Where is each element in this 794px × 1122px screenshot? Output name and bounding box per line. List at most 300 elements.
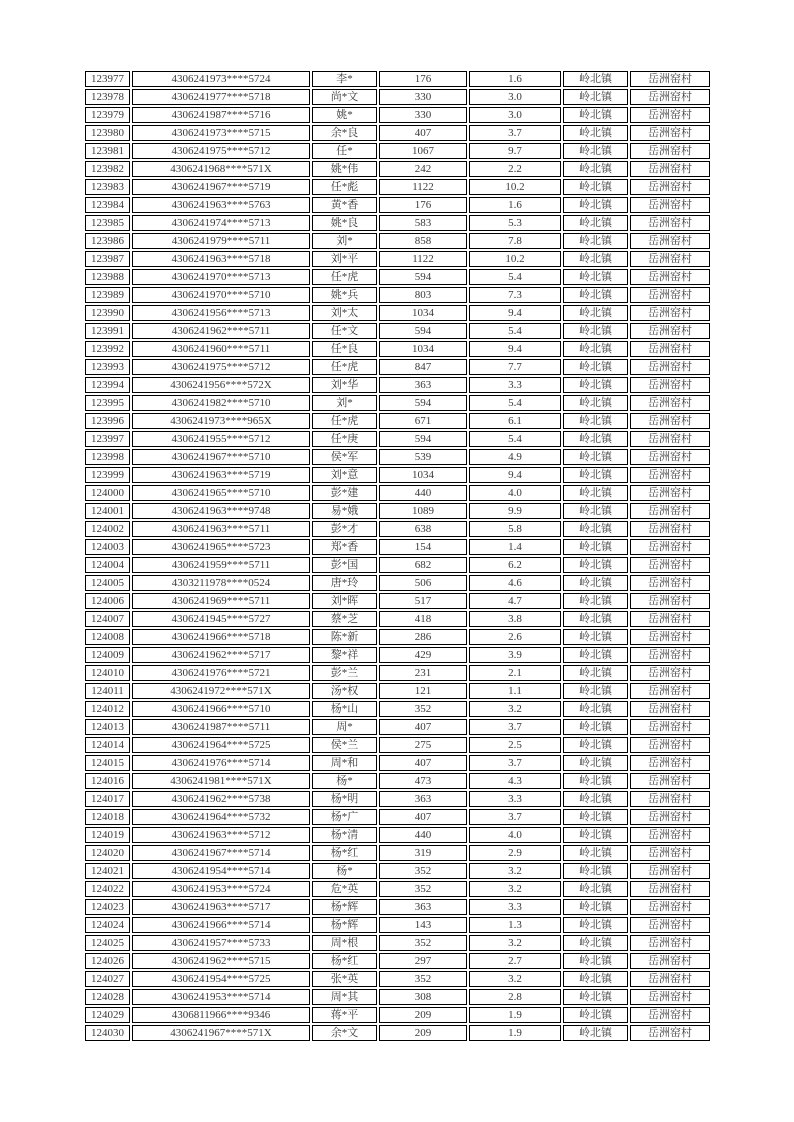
cell-amount: 418 — [379, 611, 467, 627]
cell-rate: 2.8 — [469, 989, 561, 1005]
cell-id-number: 4306241963****5718 — [132, 251, 310, 267]
cell-sequence: 124000 — [85, 485, 130, 501]
cell-name: 任*虎 — [312, 359, 377, 375]
cell-village: 岳洲窑村 — [630, 341, 710, 357]
cell-sequence: 123989 — [85, 287, 130, 303]
cell-amount: 1034 — [379, 305, 467, 321]
cell-sequence: 123987 — [85, 251, 130, 267]
cell-rate: 5.4 — [469, 431, 561, 447]
cell-sequence: 123995 — [85, 395, 130, 411]
cell-sequence: 123997 — [85, 431, 130, 447]
cell-id-number: 4306241967****571X — [132, 1025, 310, 1041]
cell-rate: 4.0 — [469, 485, 561, 501]
table-row — [85, 665, 710, 681]
cell-village: 岳洲窑村 — [630, 161, 710, 177]
cell-sequence: 123986 — [85, 233, 130, 249]
cell-id-number: 4306241953****5714 — [132, 989, 310, 1005]
cell-village: 岳洲窑村 — [630, 845, 710, 861]
table-row — [85, 305, 710, 321]
cell-amount: 539 — [379, 449, 467, 465]
cell-town: 岭北镇 — [563, 395, 628, 411]
cell-village: 岳洲窑村 — [630, 665, 710, 681]
cell-amount: 473 — [379, 773, 467, 789]
cell-sequence: 123992 — [85, 341, 130, 357]
cell-name: 刘*意 — [312, 467, 377, 483]
cell-name: 任*良 — [312, 341, 377, 357]
cell-town: 岭北镇 — [563, 377, 628, 393]
cell-town: 岭北镇 — [563, 701, 628, 717]
cell-id-number: 4306241964****5725 — [132, 737, 310, 753]
cell-town: 岭北镇 — [563, 935, 628, 951]
cell-rate: 1.9 — [469, 1025, 561, 1041]
cell-sequence: 124008 — [85, 629, 130, 645]
cell-rate: 4.9 — [469, 449, 561, 465]
cell-sequence: 124017 — [85, 791, 130, 807]
cell-town: 岭北镇 — [563, 971, 628, 987]
cell-village: 岳洲窑村 — [630, 503, 710, 519]
cell-id-number: 4306241963****9748 — [132, 503, 310, 519]
cell-rate: 1.6 — [469, 71, 561, 87]
cell-id-number: 4306241963****5719 — [132, 467, 310, 483]
table-row — [85, 611, 710, 627]
cell-rate: 4.0 — [469, 827, 561, 843]
cell-town: 岭北镇 — [563, 755, 628, 771]
cell-town: 岭北镇 — [563, 629, 628, 645]
cell-sequence: 124009 — [85, 647, 130, 663]
cell-village: 岳洲窑村 — [630, 305, 710, 321]
cell-town: 岭北镇 — [563, 521, 628, 537]
cell-village: 岳洲窑村 — [630, 737, 710, 753]
cell-name: 杨*明 — [312, 791, 377, 807]
cell-town: 岭北镇 — [563, 431, 628, 447]
cell-id-number: 4303211978****0524 — [132, 575, 310, 591]
table-row — [85, 251, 710, 267]
cell-name: 刘*平 — [312, 251, 377, 267]
cell-village: 岳洲窑村 — [630, 179, 710, 195]
table-row — [85, 827, 710, 843]
cell-amount: 1122 — [379, 179, 467, 195]
cell-town: 岭北镇 — [563, 647, 628, 663]
cell-id-number: 4306241967****5710 — [132, 449, 310, 465]
cell-sequence: 124011 — [85, 683, 130, 699]
cell-sequence: 123983 — [85, 179, 130, 195]
cell-rate: 2.6 — [469, 629, 561, 645]
table-row — [85, 809, 710, 825]
cell-id-number: 4306241965****5723 — [132, 539, 310, 555]
cell-rate: 2.5 — [469, 737, 561, 753]
cell-rate: 1.6 — [469, 197, 561, 213]
cell-id-number: 4306241963****5717 — [132, 899, 310, 915]
cell-town: 岭北镇 — [563, 485, 628, 501]
cell-name: 周*其 — [312, 989, 377, 1005]
cell-rate: 5.8 — [469, 521, 561, 537]
cell-id-number: 4306241959****5711 — [132, 557, 310, 573]
cell-rate: 3.2 — [469, 971, 561, 987]
cell-amount: 594 — [379, 395, 467, 411]
table-row — [85, 215, 710, 231]
cell-name: 黎*祥 — [312, 647, 377, 663]
cell-town: 岭北镇 — [563, 269, 628, 285]
cell-name: 刘*晖 — [312, 593, 377, 609]
cell-name: 刘* — [312, 395, 377, 411]
table-row — [85, 701, 710, 717]
cell-village: 岳洲窑村 — [630, 719, 710, 735]
cell-town: 岭北镇 — [563, 233, 628, 249]
cell-id-number: 4306241963****5712 — [132, 827, 310, 843]
cell-amount: 352 — [379, 881, 467, 897]
cell-id-number: 4306241975****5712 — [132, 143, 310, 159]
table-row — [85, 395, 710, 411]
cell-id-number: 4306241956****5713 — [132, 305, 310, 321]
cell-rate: 3.8 — [469, 611, 561, 627]
cell-village: 岳洲窑村 — [630, 143, 710, 159]
cell-sequence: 124015 — [85, 755, 130, 771]
cell-town: 岭北镇 — [563, 665, 628, 681]
cell-town: 岭北镇 — [563, 1025, 628, 1041]
cell-rate: 3.2 — [469, 881, 561, 897]
cell-town: 岭北镇 — [563, 359, 628, 375]
cell-id-number: 4306241953****5724 — [132, 881, 310, 897]
cell-amount: 682 — [379, 557, 467, 573]
cell-sequence: 124028 — [85, 989, 130, 1005]
cell-town: 岭北镇 — [563, 683, 628, 699]
cell-id-number: 4306241976****5721 — [132, 665, 310, 681]
cell-name: 易*娥 — [312, 503, 377, 519]
cell-amount: 352 — [379, 935, 467, 951]
cell-amount: 154 — [379, 539, 467, 555]
cell-village: 岳洲窑村 — [630, 863, 710, 879]
cell-sequence: 123988 — [85, 269, 130, 285]
cell-town: 岭北镇 — [563, 323, 628, 339]
cell-town: 岭北镇 — [563, 305, 628, 321]
cell-amount: 286 — [379, 629, 467, 645]
cell-sequence: 124006 — [85, 593, 130, 609]
cell-town: 岭北镇 — [563, 881, 628, 897]
cell-village: 岳洲窑村 — [630, 629, 710, 645]
cell-sequence: 124016 — [85, 773, 130, 789]
cell-town: 岭北镇 — [563, 611, 628, 627]
table-row — [85, 1007, 710, 1023]
cell-id-number: 4306241982****5710 — [132, 395, 310, 411]
cell-name: 杨*辉 — [312, 899, 377, 915]
cell-name: 姚*良 — [312, 215, 377, 231]
cell-id-number: 4306241981****571X — [132, 773, 310, 789]
table-row — [85, 773, 710, 789]
cell-sequence: 124029 — [85, 1007, 130, 1023]
table-row — [85, 89, 710, 105]
cell-name: 任*彪 — [312, 179, 377, 195]
cell-rate: 6.2 — [469, 557, 561, 573]
cell-village: 岳洲窑村 — [630, 827, 710, 843]
table-row — [85, 233, 710, 249]
cell-rate: 3.7 — [469, 125, 561, 141]
cell-sequence: 124002 — [85, 521, 130, 537]
cell-rate: 5.3 — [469, 215, 561, 231]
cell-id-number: 4306241976****5714 — [132, 755, 310, 771]
cell-sequence: 124024 — [85, 917, 130, 933]
table-row — [85, 449, 710, 465]
cell-village: 岳洲窑村 — [630, 269, 710, 285]
cell-amount: 594 — [379, 269, 467, 285]
cell-name: 姚*兵 — [312, 287, 377, 303]
cell-amount: 308 — [379, 989, 467, 1005]
cell-town: 岭北镇 — [563, 791, 628, 807]
table-row — [85, 971, 710, 987]
cell-id-number: 4306241954****5714 — [132, 863, 310, 879]
table-row — [85, 917, 710, 933]
cell-id-number: 4306241973****965X — [132, 413, 310, 429]
cell-town: 岭北镇 — [563, 287, 628, 303]
cell-sequence: 124026 — [85, 953, 130, 969]
cell-name: 蒋*平 — [312, 1007, 377, 1023]
cell-id-number: 4306241965****5710 — [132, 485, 310, 501]
cell-village: 岳洲窑村 — [630, 647, 710, 663]
cell-amount: 352 — [379, 701, 467, 717]
cell-sequence: 124021 — [85, 863, 130, 879]
cell-village: 岳洲窑村 — [630, 71, 710, 87]
table-row — [85, 1025, 710, 1041]
cell-amount: 275 — [379, 737, 467, 753]
cell-name: 刘*太 — [312, 305, 377, 321]
table-row — [85, 323, 710, 339]
cell-village: 岳洲窑村 — [630, 701, 710, 717]
cell-name: 周* — [312, 719, 377, 735]
cell-name: 任*虎 — [312, 269, 377, 285]
cell-village: 岳洲窑村 — [630, 1025, 710, 1041]
cell-amount: 407 — [379, 755, 467, 771]
cell-rate: 9.4 — [469, 305, 561, 321]
cell-id-number: 4306241962****5711 — [132, 323, 310, 339]
cell-rate: 10.2 — [469, 251, 561, 267]
cell-name: 任* — [312, 143, 377, 159]
cell-village: 岳洲窑村 — [630, 521, 710, 537]
cell-sequence: 123993 — [85, 359, 130, 375]
cell-id-number: 4306241979****5711 — [132, 233, 310, 249]
cell-rate: 9.4 — [469, 467, 561, 483]
cell-village: 岳洲窑村 — [630, 1007, 710, 1023]
cell-id-number: 4306241968****571X — [132, 161, 310, 177]
cell-name: 任*文 — [312, 323, 377, 339]
cell-rate: 5.4 — [469, 395, 561, 411]
cell-village: 岳洲窑村 — [630, 449, 710, 465]
table-row — [85, 287, 710, 303]
cell-village: 岳洲窑村 — [630, 755, 710, 771]
table-row — [85, 161, 710, 177]
cell-rate: 3.3 — [469, 377, 561, 393]
cell-village: 岳洲窑村 — [630, 899, 710, 915]
cell-village: 岳洲窑村 — [630, 791, 710, 807]
cell-name: 彭*建 — [312, 485, 377, 501]
cell-village: 岳洲窑村 — [630, 287, 710, 303]
table-row — [85, 629, 710, 645]
cell-id-number: 4306241967****5714 — [132, 845, 310, 861]
cell-amount: 1122 — [379, 251, 467, 267]
cell-village: 岳洲窑村 — [630, 413, 710, 429]
table-row — [85, 845, 710, 861]
cell-rate: 1.9 — [469, 1007, 561, 1023]
cell-rate: 9.4 — [469, 341, 561, 357]
cell-town: 岭北镇 — [563, 503, 628, 519]
cell-name: 姚*伟 — [312, 161, 377, 177]
cell-rate: 1.3 — [469, 917, 561, 933]
cell-name: 彭*才 — [312, 521, 377, 537]
cell-town: 岭北镇 — [563, 557, 628, 573]
cell-id-number: 4306241970****5713 — [132, 269, 310, 285]
cell-town: 岭北镇 — [563, 467, 628, 483]
cell-rate: 2.2 — [469, 161, 561, 177]
cell-village: 岳洲窑村 — [630, 935, 710, 951]
cell-town: 岭北镇 — [563, 719, 628, 735]
cell-amount: 517 — [379, 593, 467, 609]
cell-name: 彭*国 — [312, 557, 377, 573]
cell-name: 尚*文 — [312, 89, 377, 105]
cell-rate: 6.1 — [469, 413, 561, 429]
cell-town: 岭北镇 — [563, 161, 628, 177]
cell-amount: 330 — [379, 107, 467, 123]
cell-id-number: 4306241975****5712 — [132, 359, 310, 375]
cell-town: 岭北镇 — [563, 179, 628, 195]
cell-village: 岳洲窑村 — [630, 611, 710, 627]
cell-id-number: 4306241966****5710 — [132, 701, 310, 717]
table-row — [85, 179, 710, 195]
cell-rate: 7.7 — [469, 359, 561, 375]
cell-town: 岭北镇 — [563, 575, 628, 591]
cell-town: 岭北镇 — [563, 449, 628, 465]
cell-amount: 352 — [379, 863, 467, 879]
cell-sequence: 124020 — [85, 845, 130, 861]
table-row — [85, 557, 710, 573]
table-row — [85, 575, 710, 591]
table-row — [85, 719, 710, 735]
table-row — [85, 269, 710, 285]
table-row — [85, 539, 710, 555]
cell-amount: 429 — [379, 647, 467, 663]
cell-name: 杨* — [312, 773, 377, 789]
table-row — [85, 953, 710, 969]
cell-id-number: 4306241955****5712 — [132, 431, 310, 447]
cell-name: 李* — [312, 71, 377, 87]
cell-name: 汤*权 — [312, 683, 377, 699]
table-row — [85, 935, 710, 951]
table-row — [85, 989, 710, 1005]
cell-amount: 1034 — [379, 341, 467, 357]
cell-town: 岭北镇 — [563, 863, 628, 879]
cell-amount: 594 — [379, 431, 467, 447]
cell-amount: 363 — [379, 791, 467, 807]
table-row — [85, 107, 710, 123]
cell-amount: 121 — [379, 683, 467, 699]
cell-sequence: 123994 — [85, 377, 130, 393]
table-row — [85, 863, 710, 879]
cell-sequence: 124018 — [85, 809, 130, 825]
table-row — [85, 791, 710, 807]
table-row — [85, 683, 710, 699]
cell-name: 杨*山 — [312, 701, 377, 717]
cell-village: 岳洲窑村 — [630, 215, 710, 231]
cell-name: 杨*辉 — [312, 917, 377, 933]
cell-name: 杨*清 — [312, 827, 377, 843]
cell-village: 岳洲窑村 — [630, 431, 710, 447]
cell-id-number: 4306241966****5714 — [132, 917, 310, 933]
table-row — [85, 197, 710, 213]
cell-id-number: 4306241987****5711 — [132, 719, 310, 735]
cell-town: 岭北镇 — [563, 341, 628, 357]
cell-sequence: 123996 — [85, 413, 130, 429]
cell-id-number: 4306241974****5713 — [132, 215, 310, 231]
cell-id-number: 4306241962****5717 — [132, 647, 310, 663]
cell-town: 岭北镇 — [563, 899, 628, 915]
cell-village: 岳洲窑村 — [630, 485, 710, 501]
cell-village: 岳洲窑村 — [630, 359, 710, 375]
cell-sequence: 123990 — [85, 305, 130, 321]
cell-amount: 407 — [379, 809, 467, 825]
table-row — [85, 467, 710, 483]
cell-sequence: 123981 — [85, 143, 130, 159]
cell-rate: 3.2 — [469, 935, 561, 951]
cell-sequence: 124013 — [85, 719, 130, 735]
cell-sequence: 123982 — [85, 161, 130, 177]
cell-id-number: 4306241970****5710 — [132, 287, 310, 303]
cell-id-number: 4306241962****5738 — [132, 791, 310, 807]
cell-rate: 4.3 — [469, 773, 561, 789]
cell-sequence: 124022 — [85, 881, 130, 897]
cell-amount: 440 — [379, 827, 467, 843]
cell-rate: 1.1 — [469, 683, 561, 699]
cell-rate: 2.9 — [469, 845, 561, 861]
cell-id-number: 4306241969****5711 — [132, 593, 310, 609]
cell-name: 余*文 — [312, 1025, 377, 1041]
cell-rate: 3.0 — [469, 107, 561, 123]
cell-rate: 5.4 — [469, 323, 561, 339]
cell-id-number: 4306241960****5711 — [132, 341, 310, 357]
cell-id-number: 4306241973****5724 — [132, 71, 310, 87]
cell-amount: 352 — [379, 971, 467, 987]
cell-sequence: 123999 — [85, 467, 130, 483]
cell-sequence: 123977 — [85, 71, 130, 87]
cell-town: 岭北镇 — [563, 539, 628, 555]
cell-rate: 3.3 — [469, 791, 561, 807]
cell-town: 岭北镇 — [563, 215, 628, 231]
cell-amount: 363 — [379, 377, 467, 393]
cell-town: 岭北镇 — [563, 737, 628, 753]
cell-sequence: 124023 — [85, 899, 130, 915]
cell-rate: 3.7 — [469, 755, 561, 771]
table-row — [85, 341, 710, 357]
cell-amount: 209 — [379, 1025, 467, 1041]
cell-rate: 9.7 — [469, 143, 561, 159]
cell-name: 杨* — [312, 863, 377, 879]
table-row — [85, 521, 710, 537]
cell-sequence: 124027 — [85, 971, 130, 987]
records-table-body — [85, 71, 710, 1041]
cell-amount: 1034 — [379, 467, 467, 483]
cell-sequence: 124030 — [85, 1025, 130, 1041]
cell-town: 岭北镇 — [563, 845, 628, 861]
cell-name: 黄*香 — [312, 197, 377, 213]
cell-amount: 407 — [379, 719, 467, 735]
cell-town: 岭北镇 — [563, 71, 628, 87]
cell-amount: 671 — [379, 413, 467, 429]
cell-sequence: 123998 — [85, 449, 130, 465]
cell-amount: 847 — [379, 359, 467, 375]
cell-name: 周*根 — [312, 935, 377, 951]
cell-rate: 3.9 — [469, 647, 561, 663]
cell-rate: 3.2 — [469, 863, 561, 879]
table-row — [85, 881, 710, 897]
cell-town: 岭北镇 — [563, 773, 628, 789]
cell-sequence: 123984 — [85, 197, 130, 213]
cell-rate: 4.7 — [469, 593, 561, 609]
